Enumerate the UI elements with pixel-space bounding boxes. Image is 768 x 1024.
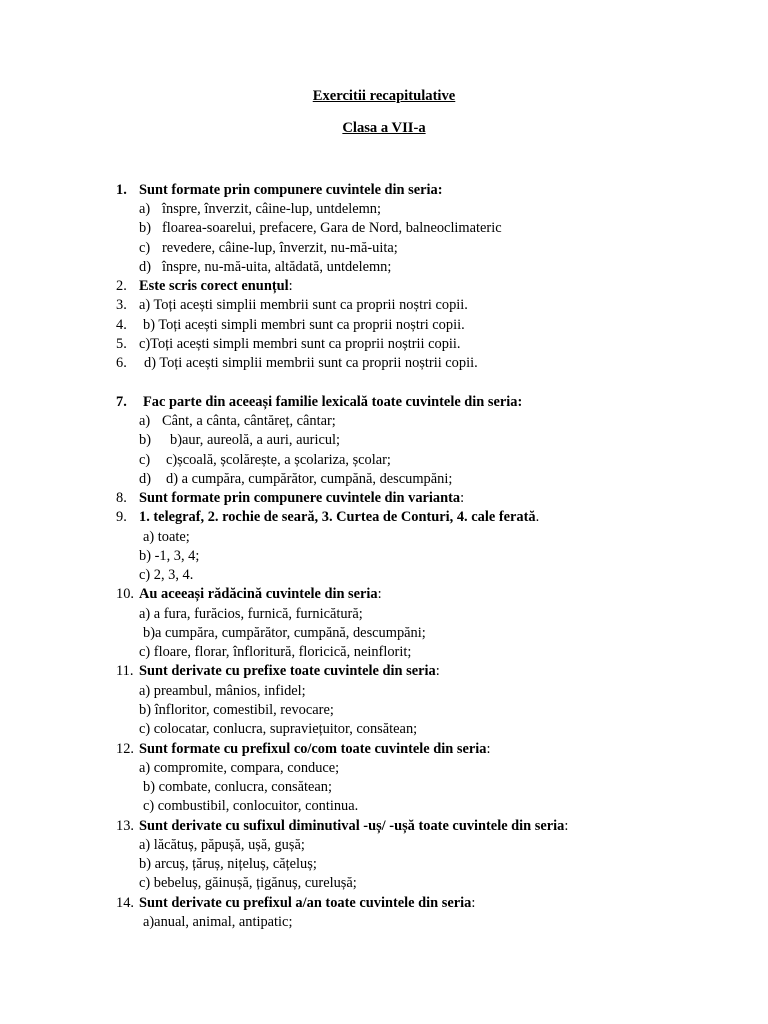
question-stem: Sunt formate prin compunere cuvintele din seria: <box>139 182 443 198</box>
question-stem: Sunt derivate cu prefixe toate cuvintele din seria <box>139 663 436 679</box>
question-number: 7. <box>116 394 127 410</box>
option-text: d) a cumpăra, cumpărător, cumpănă, descumpăni; <box>166 471 453 487</box>
option-text: c) floare, florar, înfloritură, floricică, neinflorit; <box>139 644 412 660</box>
question-stem: Sunt derivate cu sufixul diminutival -uș/ -ușă toate cuvintele din seria <box>139 818 565 834</box>
option-letter: b) <box>139 432 151 448</box>
question-number: 11. <box>116 663 134 679</box>
option-text: a) toate; <box>143 529 190 545</box>
option-text: revedere, câine-lup, înverzit, nu-mă-uita; <box>162 240 398 256</box>
option-text: b) -1, 3, 4; <box>139 548 200 564</box>
option-text: b) înfloritor, comestibil, revocare; <box>139 702 334 718</box>
question-colon: : <box>471 895 476 911</box>
option-letter: b) <box>139 220 151 236</box>
question-colon: : <box>288 278 293 294</box>
question-number: 9. <box>116 509 127 525</box>
question-colon: : <box>486 741 491 757</box>
option-letter: c) <box>139 452 151 468</box>
option-text: b)aur, aureolă, a auri, auricul; <box>170 432 341 448</box>
document-title: Exercitii recapitulative <box>312 88 456 104</box>
option-text: înspre, înverzit, câine-lup, untdelemn; <box>162 201 381 217</box>
option-text: Cânt, a cânta, cântăreț, cântar; <box>162 413 336 429</box>
option-text: c)școală, școlărește, a școlariza, școlar; <box>166 452 391 468</box>
question-text: d) Toți acești simplii membrii sunt ca proprii noștrii copii. <box>144 355 478 371</box>
question-number: 8. <box>116 490 127 506</box>
option-text: floarea-soarelui, prefacere, Gara de Nord, balneoclimateric <box>162 220 502 236</box>
question-text: c)Toți acești simpli membri sunt ca proprii noștrii copii. <box>139 336 461 352</box>
question-colon: : <box>377 586 382 602</box>
question-colon: : <box>460 490 465 506</box>
option-text: a) a fura, furăcios, furnică, furnicătură; <box>139 606 363 622</box>
question-number: 6. <box>116 355 127 371</box>
question-stem: Au aceeași rădăcină cuvintele din seria <box>139 586 378 602</box>
option-text: a) preambul, mânios, infidel; <box>139 683 306 699</box>
option-letter: d) <box>139 471 151 487</box>
question-colon: : <box>435 663 440 679</box>
question-stem: Sunt derivate cu prefixul a/an toate cuvintele din seria <box>139 895 472 911</box>
option-text: c) combustibil, conlocuitor, continua. <box>143 798 359 814</box>
option-text: a) compromite, compara, conduce; <box>139 760 340 776</box>
question-stem: Sunt formate prin compunere cuvintele din varianta <box>139 490 461 506</box>
question-dot: . <box>535 509 540 525</box>
option-text: a)anual, animal, antipatic; <box>143 914 293 930</box>
question-text: b) Toți acești simpli membri sunt ca proprii noștri copii. <box>143 317 465 333</box>
option-text: c) 2, 3, 4. <box>139 567 194 583</box>
question-number: 3. <box>116 297 127 313</box>
question-stem: Fac parte din aceeași familie lexicală toate cuvintele din seria: <box>143 394 523 410</box>
option-text: înspre, nu-mă-uita, altădată, untdelemn; <box>162 259 392 275</box>
question-number: 4. <box>116 317 127 333</box>
option-letter: d) <box>139 259 151 275</box>
question-text: a) Toți acești simplii membrii sunt ca proprii noștri copii. <box>139 297 468 313</box>
option-text: c) colocatar, conlucra, supraviețuitor, consătean; <box>139 721 418 737</box>
question-number: 1. <box>116 182 127 198</box>
question-colon: : <box>564 818 569 834</box>
option-letter: c) <box>139 240 151 256</box>
question-number: 14. <box>116 895 134 911</box>
question-number: 2. <box>116 278 127 294</box>
document-subtitle: Clasa a VII-a <box>342 120 426 136</box>
option-letter: a) <box>139 413 151 429</box>
option-text: b) arcuș, țăruș, nițeluș, cățeluș; <box>139 856 317 872</box>
question-number: 13. <box>116 818 134 834</box>
question-number: 10. <box>116 586 134 602</box>
question-stem: 1. telegraf, 2. rochie de seară, 3. Curtea de Conturi, 4. cale ferată <box>139 509 536 525</box>
question-stem: Sunt formate cu prefixul co/com toate cuvintele din seria <box>139 741 487 757</box>
option-text: a) lăcătuș, păpușă, ușă, gușă; <box>139 837 305 853</box>
option-text: b) combate, conlucra, consătean; <box>143 779 332 795</box>
option-letter: a) <box>139 201 151 217</box>
option-text: c) bebeluș, găinușă, țigănuș, curelușă; <box>139 875 357 891</box>
question-number: 5. <box>116 336 127 352</box>
question-number: 12. <box>116 741 134 757</box>
question-stem: Este scris corect enunțul <box>139 278 289 294</box>
option-text: b)a cumpăra, cumpărător, cumpănă, descumpăni; <box>143 625 426 641</box>
